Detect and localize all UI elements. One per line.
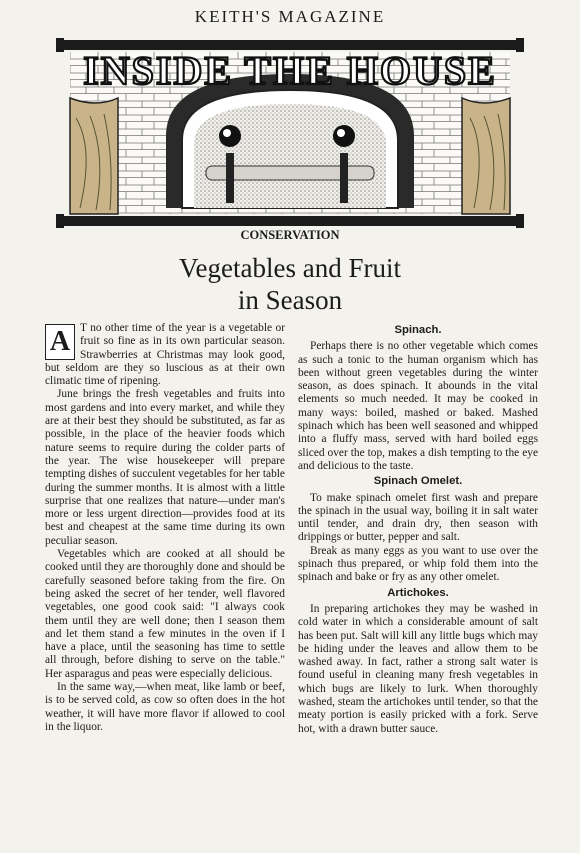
drop-cap: A xyxy=(45,324,75,360)
heading-spinach-omelet: Spinach Omelet. xyxy=(373,475,463,488)
paragraph-omelet-2: Break as many eggs as you want to use over the spinach thus prepared, or whip fold them into the spinach and bake or fry as any other omelet. xyxy=(298,544,538,584)
inside-the-house-banner xyxy=(56,38,524,234)
article-title xyxy=(0,252,580,316)
paragraph-omelet-1: To make spinach omelet first wash and prepare the spinach in the usual way, boiling it in salt water until tender, and drain dry, then season with drippings or butter, pepper and salt. xyxy=(298,491,538,544)
paragraph-same-way: In the same way,—when meat, like lamb or beef, is to be served cold, as cow so often does in the hot weather, it will have more flavor if allowed to cool in the liquor. xyxy=(45,681,285,733)
paragraph-june: June brings the fresh vegetables and fruits into most gardens and into every market, and while they are at their best they should be substituted, as far as possible, in the place of the heavier foods which nature seems to require during the colder parts of the year. The wise housekeeper will prepare tempting dishes of succulent vegetables for her table during the summer months. It is almost with a little surprise that one realizes that nature—under man's more or less urgent direction—provides food at its best and cheapest at the same time during its own peculiar season. xyxy=(45,388,285,547)
paragraph-intro: T no other time of the year is a vegetable or fruit so fine as in its own particular season. Strawberries at Christmas may look good, but seldom are they so luscious as at their own climatic time of ripening. xyxy=(45,322,285,388)
article-title-line2: in Season xyxy=(237,285,343,315)
heading-spinach: Spinach. xyxy=(394,324,442,336)
left-column xyxy=(45,322,285,734)
magazine-title: KEITH'S MAGAZINE xyxy=(194,7,386,26)
heading-artichokes: Artichokes. xyxy=(387,586,449,599)
section-label-line2: CONSERVATION xyxy=(240,228,340,242)
right-column xyxy=(298,322,538,736)
banner-heading: INSIDE THE HOUSE xyxy=(83,48,497,93)
section-label-line1: THE TABLE AND FOOD xyxy=(220,215,360,229)
section-label xyxy=(180,216,400,242)
paragraph-spinach: Perhaps there is no other vegetable which comes as such a tonic to the human organism which has been without green vegetables during the winter season, as does spinach. It abounds in the vital elements so much needed. It may be cooked in many ways: boiled, mashed or baked. Mashed spinach which has been well seasoned and whipped into a fluffy mass, served with hard boiled eggs sliced over the top, makes a dish tempting to the eye and delicious to the taste. xyxy=(298,340,538,472)
paragraph-vegetables: Vegetables which are cooked at all should be cooked until they are thoroughly done and should be carefully seasoned before taking from the fire. On being asked the secret of her tender, well flavored vegetables, one good cook said: "I always cook them until they are well done; then I season them and let them stand a few minutes in the oven if I have a place, until the seasoning has time to settle all through, before dishing to serve on the table." Her asparagus and peas were especially delicious. xyxy=(45,548,285,680)
article-title-line1: Vegetables and Fruit xyxy=(179,253,401,283)
paragraph-artichokes: In preparing artichokes they may be washed in cold water in which a considerable amount of salt has been put. Salt will kill any little bugs which may be hiding under the leaves and allow them to be washed away. In fact, rather a strong salt water is found useful in cleaning many fresh vegetables in which bugs are likely to lurk. When thoroughly washed, steam the artichokes until tender, so that the meaty portion is easily pricked with a fork. Serve hot, with a drawn butter sauce. xyxy=(298,602,538,735)
